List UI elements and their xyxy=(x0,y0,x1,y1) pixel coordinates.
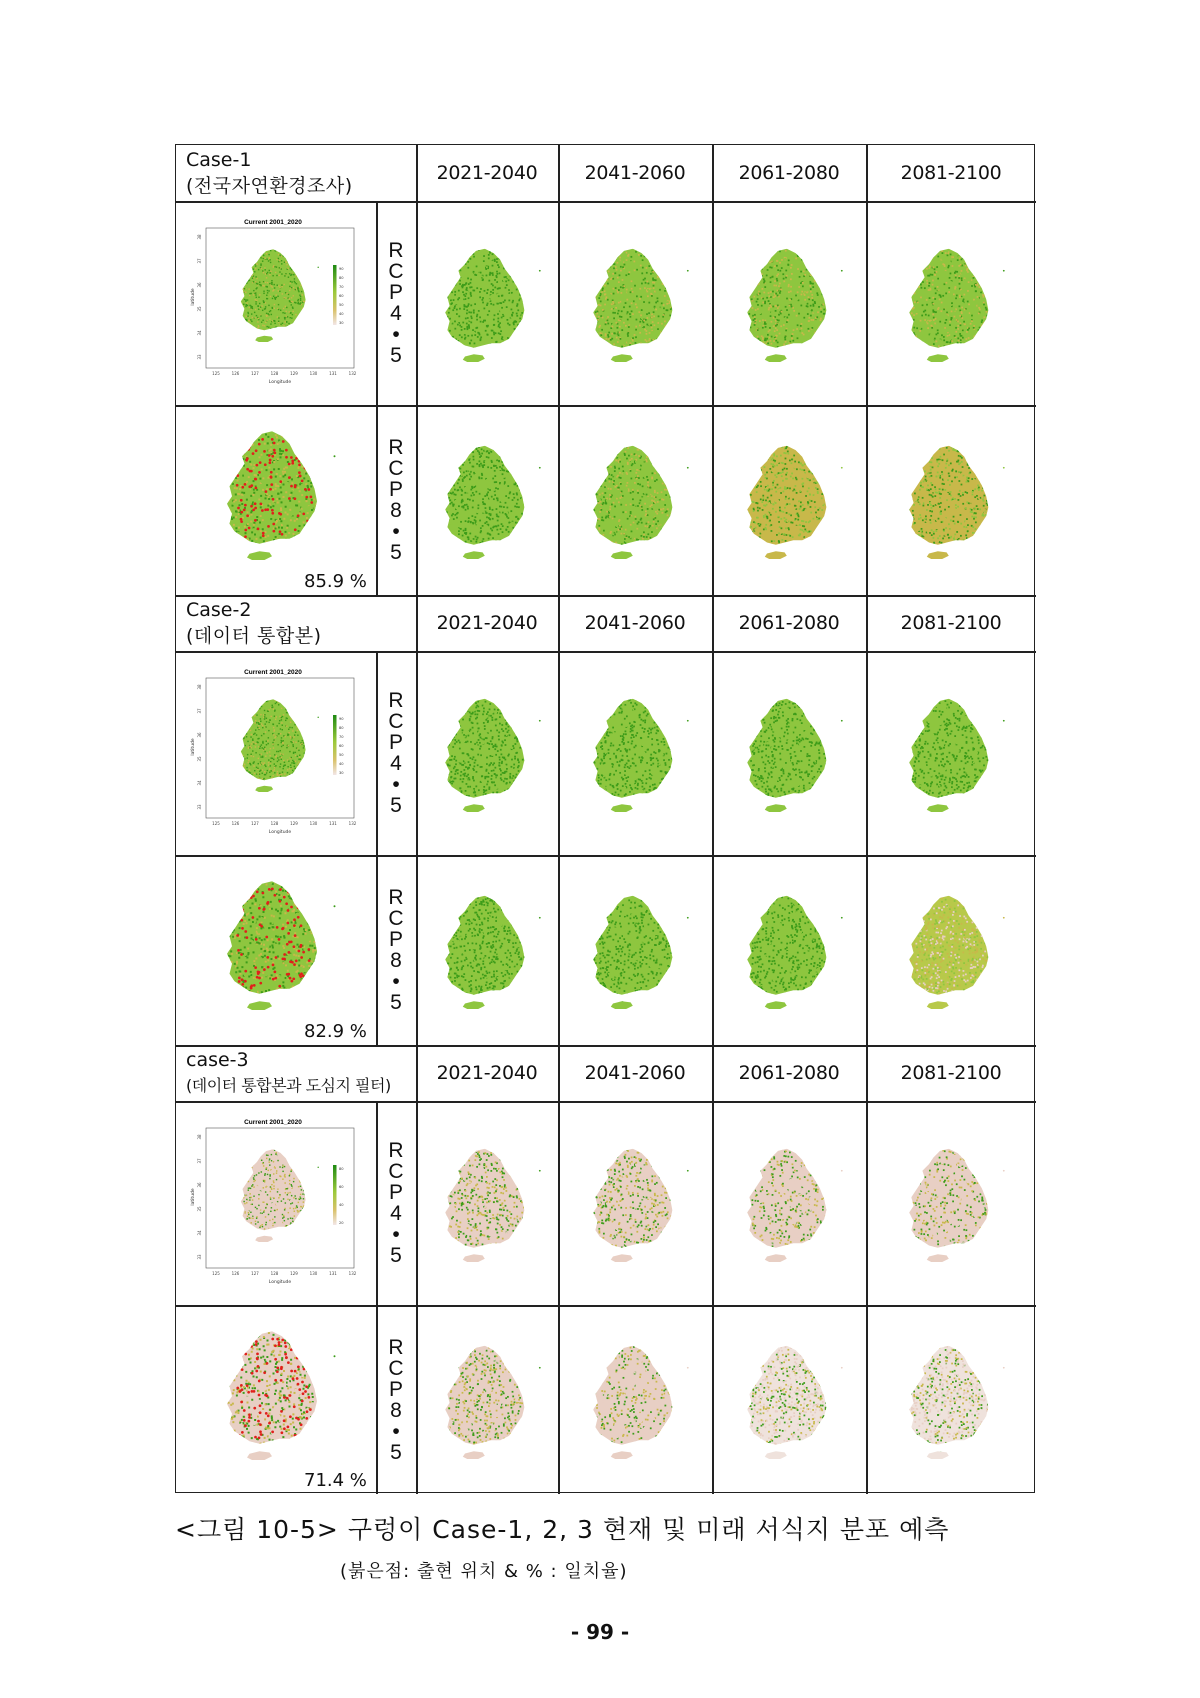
y-tick-label: 33 xyxy=(197,804,202,810)
legend-tick-label: 40 xyxy=(339,1203,344,1207)
period-header: 2081-2100 xyxy=(866,1045,1036,1101)
x-tick-label: 129 xyxy=(290,1271,298,1276)
period-header: 2021-2040 xyxy=(416,595,558,651)
current-map xyxy=(230,248,320,347)
future-distribution-map xyxy=(734,874,844,1034)
case-source: (데이터 통합본) xyxy=(186,623,406,649)
period-header: 2041-2060 xyxy=(558,595,712,651)
col-divider xyxy=(558,145,560,595)
rcp-label-char: 4 xyxy=(390,753,402,774)
y-axis-label: latitude xyxy=(190,288,196,305)
legend-tick-label: 60 xyxy=(339,1185,344,1189)
rcp-label-char: C xyxy=(388,458,403,479)
x-tick-label: 129 xyxy=(290,821,298,826)
case-name: Case-1 xyxy=(186,147,406,173)
legend-tick-label: 70 xyxy=(339,285,344,289)
col-divider xyxy=(866,1045,868,1494)
y-tick-label: 33 xyxy=(197,354,202,360)
period-header: 2081-2100 xyxy=(866,595,1036,651)
rcp-label-char: R xyxy=(388,690,403,711)
future-distribution-map xyxy=(580,424,690,584)
future-distribution-map xyxy=(580,227,690,387)
future-distribution-map xyxy=(580,677,690,837)
col-divider xyxy=(712,595,714,1045)
future-distribution-map xyxy=(896,424,1006,584)
rcp-label-char: 5 xyxy=(390,345,402,366)
y-axis-label: latitude xyxy=(190,1188,196,1205)
y-axis-label: latitude xyxy=(190,738,196,755)
x-tick-label: 130 xyxy=(310,821,318,826)
current-distribution-plot xyxy=(188,1115,358,1293)
rcp-label-char: C xyxy=(388,1161,403,1182)
x-tick-label: 126 xyxy=(232,1271,240,1276)
rcp-label xyxy=(376,405,416,595)
row-divider xyxy=(176,1101,1036,1103)
y-tick-label: 35 xyxy=(197,756,202,762)
x-tick-label: 132 xyxy=(349,1271,357,1276)
x-tick-label: 131 xyxy=(329,371,337,376)
legend-colorbar xyxy=(333,1165,337,1225)
x-tick-label: 127 xyxy=(251,1271,259,1276)
y-tick-label: 37 xyxy=(197,258,202,264)
rcp-label-char: • xyxy=(392,1421,399,1442)
rcp-label-char: • xyxy=(392,324,399,345)
case-source: (데이터 통합본과 도심지 필터) xyxy=(186,1073,406,1099)
rcp-label-char: • xyxy=(392,521,399,542)
agreement-rate: 85.9 % xyxy=(304,571,367,592)
col-divider xyxy=(416,1045,418,1494)
rcp-label-char: C xyxy=(388,908,403,929)
x-axis-label: Longitude xyxy=(269,1279,292,1285)
y-tick-label: 34 xyxy=(197,330,202,336)
col-divider xyxy=(712,1045,714,1494)
rcp-label xyxy=(376,1305,416,1494)
period-header: 2061-2080 xyxy=(712,595,866,651)
figure-caption: <그림 10-5> 구렁이 Case-1, 2, 3 현재 및 미래 서식지 분포 예측 xyxy=(175,1510,949,1546)
rcp-label-char: C xyxy=(388,711,403,732)
rcp-label-char: R xyxy=(388,437,403,458)
x-tick-label: 130 xyxy=(310,1271,318,1276)
col-divider xyxy=(416,595,418,1045)
page-number: - 99 - xyxy=(0,1620,1200,1644)
agreement-rate: 82.9 % xyxy=(304,1021,367,1042)
legend-tick-label: 70 xyxy=(339,735,344,739)
future-distribution-map xyxy=(580,874,690,1034)
legend-tick-label: 50 xyxy=(339,753,344,757)
y-tick-label: 38 xyxy=(197,234,202,240)
case-label xyxy=(176,1045,416,1101)
row-divider xyxy=(176,1305,1036,1307)
rcp-label-char: C xyxy=(388,1358,403,1379)
rcp-label-char: P xyxy=(389,282,403,303)
x-tick-label: 128 xyxy=(271,1271,279,1276)
future-distribution-map xyxy=(896,227,1006,387)
row-divider xyxy=(176,405,1036,407)
rcp-label xyxy=(376,201,416,405)
future-distribution-map xyxy=(734,227,844,387)
y-tick-label: 34 xyxy=(197,1230,202,1236)
x-tick-label: 126 xyxy=(232,821,240,826)
rcp-label-char: 4 xyxy=(390,303,402,324)
rcp-label-char: • xyxy=(392,1224,399,1245)
x-tick-label: 132 xyxy=(349,821,357,826)
current-distribution-plot xyxy=(188,665,358,843)
y-tick-label: 36 xyxy=(197,732,202,738)
rcp-label-char: P xyxy=(389,1379,403,1400)
x-tick-label: 128 xyxy=(271,821,279,826)
rcp-label-char: R xyxy=(388,1140,403,1161)
future-distribution-map xyxy=(896,677,1006,837)
future-distribution-map xyxy=(734,1324,844,1484)
rcp-label-char: R xyxy=(388,887,403,908)
current-map xyxy=(230,698,320,797)
legend-tick-label: 30 xyxy=(339,321,344,325)
x-axis-label: Longitude xyxy=(269,379,292,385)
rcp-label-char: • xyxy=(392,774,399,795)
y-tick-label: 37 xyxy=(197,708,202,714)
col-divider xyxy=(866,145,868,595)
rcp-label xyxy=(376,651,416,855)
legend-colorbar xyxy=(333,265,337,325)
future-distribution-map xyxy=(896,874,1006,1034)
col-divider xyxy=(416,145,418,595)
legend-tick-label: 60 xyxy=(339,294,344,298)
x-tick-label: 132 xyxy=(349,371,357,376)
legend-tick-label: 80 xyxy=(339,726,344,730)
future-distribution-map xyxy=(580,1324,690,1484)
rcp-label-char: R xyxy=(388,240,403,261)
future-distribution-map xyxy=(734,677,844,837)
rcp-label-char: 5 xyxy=(390,1245,402,1266)
x-tick-label: 130 xyxy=(310,371,318,376)
occurrence-map xyxy=(212,865,337,1030)
y-tick-label: 35 xyxy=(197,306,202,312)
period-header: 2021-2040 xyxy=(416,145,558,201)
y-tick-label: 38 xyxy=(197,1134,202,1140)
rcp-label xyxy=(376,1101,416,1305)
legend-tick-label: 20 xyxy=(339,1221,344,1225)
current-map xyxy=(230,1148,320,1247)
future-distribution-map xyxy=(734,1127,844,1287)
period-header: 2081-2100 xyxy=(866,145,1036,201)
legend-tick-label: 80 xyxy=(339,276,344,280)
plot-title: Current 2001_2020 xyxy=(244,219,302,226)
rcp-label-char: R xyxy=(388,1337,403,1358)
rcp-label-char: P xyxy=(389,732,403,753)
legend-tick-label: 40 xyxy=(339,312,344,316)
x-tick-label: 131 xyxy=(329,821,337,826)
future-distribution-map xyxy=(432,424,542,584)
x-tick-label: 125 xyxy=(212,371,220,376)
plot-title: Current 2001_2020 xyxy=(244,669,302,676)
plot-title: Current 2001_2020 xyxy=(244,1119,302,1126)
current-distribution-plot xyxy=(188,215,358,393)
figure-grid xyxy=(175,144,1035,1493)
x-tick-label: 127 xyxy=(251,821,259,826)
rcp-label-char: 5 xyxy=(390,795,402,816)
col-divider xyxy=(558,1045,560,1494)
rcp-label-char: 8 xyxy=(390,950,402,971)
case-name: Case-2 xyxy=(186,597,406,623)
agreement-rate: 71.4 % xyxy=(304,1470,367,1491)
rcp-label-char: 8 xyxy=(390,1400,402,1421)
x-tick-label: 128 xyxy=(271,371,279,376)
future-distribution-map xyxy=(432,677,542,837)
y-tick-label: 36 xyxy=(197,1182,202,1188)
legend-tick-label: 40 xyxy=(339,762,344,766)
figure-subcaption: (붉은점: 출현 위치 & % : 일치율) xyxy=(340,1557,628,1583)
future-distribution-map xyxy=(580,1127,690,1287)
rcp-label xyxy=(376,855,416,1045)
row-divider xyxy=(176,201,1036,203)
col-divider xyxy=(712,145,714,595)
legend-tick-label: 80 xyxy=(339,1167,344,1171)
rcp-label-char: 5 xyxy=(390,1442,402,1463)
future-distribution-map xyxy=(432,874,542,1034)
case-name: case-3 xyxy=(186,1047,406,1073)
rcp-label-char: P xyxy=(389,479,403,500)
x-tick-label: 129 xyxy=(290,371,298,376)
y-tick-label: 36 xyxy=(197,282,202,288)
case-label xyxy=(176,595,416,651)
x-tick-label: 126 xyxy=(232,371,240,376)
legend-tick-label: 90 xyxy=(339,267,344,271)
y-tick-label: 37 xyxy=(197,1158,202,1164)
legend-tick-label: 60 xyxy=(339,744,344,748)
rcp-label-char: 5 xyxy=(390,542,402,563)
legend-tick-label: 30 xyxy=(339,771,344,775)
case-label xyxy=(176,145,416,201)
period-header: 2061-2080 xyxy=(712,145,866,201)
period-header: 2041-2060 xyxy=(558,145,712,201)
case-source: (전국자연환경조사) xyxy=(186,173,406,199)
y-tick-label: 33 xyxy=(197,1254,202,1260)
col-divider xyxy=(558,595,560,1045)
x-tick-label: 127 xyxy=(251,371,259,376)
legend-tick-label: 50 xyxy=(339,303,344,307)
x-tick-label: 125 xyxy=(212,821,220,826)
row-divider xyxy=(176,855,1036,857)
rcp-label-char: P xyxy=(389,1182,403,1203)
legend-colorbar xyxy=(333,715,337,775)
y-tick-label: 35 xyxy=(197,1206,202,1212)
y-tick-label: 38 xyxy=(197,684,202,690)
future-distribution-map xyxy=(432,227,542,387)
rcp-label-char: 4 xyxy=(390,1203,402,1224)
row-divider xyxy=(176,651,1036,653)
rcp-label-char: 5 xyxy=(390,992,402,1013)
future-distribution-map xyxy=(734,424,844,584)
x-tick-label: 125 xyxy=(212,1271,220,1276)
future-distribution-map xyxy=(432,1324,542,1484)
future-distribution-map xyxy=(432,1127,542,1287)
period-header: 2021-2040 xyxy=(416,1045,558,1101)
rcp-label-char: • xyxy=(392,971,399,992)
occurrence-map xyxy=(212,1315,337,1480)
y-tick-label: 34 xyxy=(197,780,202,786)
future-distribution-map xyxy=(896,1324,1006,1484)
future-distribution-map xyxy=(896,1127,1006,1287)
period-header: 2061-2080 xyxy=(712,1045,866,1101)
col-divider xyxy=(866,595,868,1045)
legend-tick-label: 90 xyxy=(339,717,344,721)
occurrence-map xyxy=(212,415,337,580)
rcp-label-char: 8 xyxy=(390,500,402,521)
rcp-label-char: P xyxy=(389,929,403,950)
rcp-label-char: C xyxy=(388,261,403,282)
period-header: 2041-2060 xyxy=(558,1045,712,1101)
x-tick-label: 131 xyxy=(329,1271,337,1276)
x-axis-label: Longitude xyxy=(269,829,292,835)
